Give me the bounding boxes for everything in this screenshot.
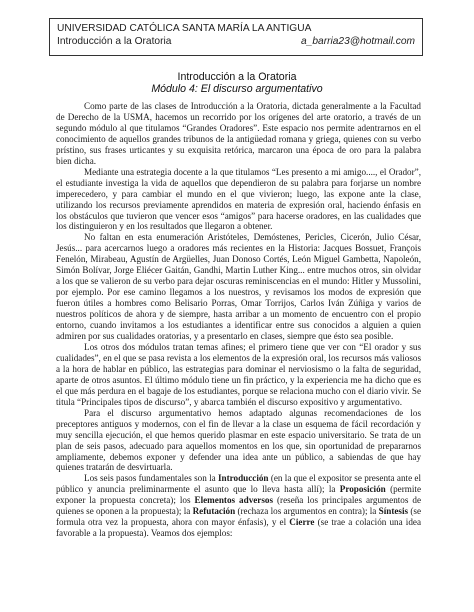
p6-text-a: Los seis pasos fundamentales son la — [84, 473, 218, 484]
paragraph-2: Mediante una estrategia docente a la que titulamos “Les presento a mi amigo...., el Orador”, el estudiante investiga la vida de aquellos que dependieron de su palabra para forjarse un nombre imperecedero, y para cambiar el mundo en el que vivieron; luego, las expone ante la clase, utilizando los recursos previamente aprendidos en materia de expresión oral, haciendo énfasis en los obstáculos que tuvieron que vencer esos “amigos” para hacerse oradores, en las cualidades que los distinguieron y en los resultados que llegaron a obtener. — [56, 166, 421, 232]
header-row-1 — [57, 23, 415, 36]
p6-text-e: (permite exponer la propuesta concreta); los — [56, 484, 421, 506]
paragraph-1: Como parte de las clases de Introducción a la Oratoria, dictada generalmente a la Facultad de Derecho de la USMA, hacemos un recorrido por los orígenes del arte oratorio, a través de un segundo módulo al que titulamos “Grandes Oradores”. Este espacio nos permite adentrarnos en el conocimiento de aquellos grandes tribunos de la antigüedad romana y griega, quienes con su verbo prístino, sus frases urticantes y su exquisita retórica, marcaron una época de oro para la palabra bien dicha. — [56, 101, 421, 166]
page-header — [49, 18, 423, 56]
term-elementos-adversos: Elementos adversos — [194, 495, 274, 506]
author-email: a_barria23@hotmail.com — [301, 35, 415, 47]
p6-text-m: (se trae a colación una idea favorable a la propuesta). Veamos dos ejemplos: — [56, 517, 421, 539]
term-refutacion: Refutación — [192, 506, 236, 517]
document-title: Introducción a la Oratoria — [177, 71, 297, 83]
paragraph-6 — [56, 473, 421, 539]
document-subtitle: Módulo 4: El discurso argumentativo — [151, 83, 323, 95]
paragraph-3: No faltan en esta enumeración Aristóteles, Demóstenes, Pericles, Cicerón, Julio César, Jesús... para acercarnos luego a oradores más recientes en la Historia: Jacques Bossuet, François Fenelón, Mirabeau, Agustín de Argüelles, Juan Donoso Cortés, León Miguel Gambetta, Napoleón, Simón Bolívar, Jorge Eliécer Gaitán, Gandhi, Martin Luther King... entre muchos otros, sin olvidar a los que se valieron de su verbo para dejar oscuras reminiscencias en el mundo: Hitler y Mussolini, por ejemplo. Por ese camino llegamos a los nuestros, y revisamos los modos de expresión que fueron útiles a hombres como Belisario Porras, Omar Torrijos, Carlos Iván Zúñiga y varios de nuestros políticos de ahora y de siempre, hasta arribar a un momento de encuentro con el propio entorno, cuando invitamos a los estudiantes a identificar entre sus conocidos a alguien a quien admiren por sus cualidades oratorias, y a presentarlo en clases, siempre que ésto sea posible. — [56, 232, 421, 342]
term-introduccion: Introducción — [217, 473, 269, 484]
header-row-2 — [57, 36, 415, 49]
term-cierre: Cierre — [289, 517, 315, 528]
university-name: UNIVERSIDAD CATÓLICA SANTA MARÍA LA ANTIGUA — [57, 23, 312, 34]
term-proposicion: Proposición — [339, 484, 386, 495]
document-body — [56, 101, 421, 539]
course-name: Introducción a la Oratoria — [57, 35, 172, 47]
p6-text-k: (se formula otra vez la propuesta, ahora con mayor énfasis), y el — [56, 506, 421, 528]
paragraph-4: Los otros dos módulos tratan temas afines; el primero tiene que ver con “El orador y sus cualidades”, en el que se pasa revista a los elementos de la expresión oral, los recursos más valiosos a la hora de hablar en público, las estrategias para dominar el nerviosismo o la falta de seguridad, aparte de otros asuntos. El último módulo tiene un fin práctico, y la experiencia me ha dicho que es el que más perdura en el bagaje de los estudiantes, porque se relaciona mucho con el diario vivir. Se titula “Principales tipos de discurso”, y abarca también el discurso expositivo y argumentativo. — [56, 341, 421, 407]
term-sintesis: Síntesis — [378, 506, 409, 517]
p6-text-g: (reseña los principales argumentos de quienes se oponen a la propuesta); la — [56, 495, 422, 517]
paragraph-5: Para el discurso argumentativo hemos adaptado algunas recomendaciones de los preceptores antiguos y modernos, con el fin de llevar a la clase un esquema de fácil recordación y muy sencilla ejecución, el que hemos querido plasmar en este espacio universitario. Se trata de un plan de seis pasos, adecuado para aquellos momentos en los que, sin oportunidad de prepararnos ampliamente, debemos exponer y defender una idea ante un público, a sabiendas de que hay quienes tratarán de desvirtuarla. — [56, 407, 421, 473]
p6-text-c: (en la que el expositor se presenta ante el público y anuncia preliminarmente el asunto que lo lleva hasta allí); la — [56, 473, 422, 495]
p6-text-i: (rechaza los argumentos en contra); la — [235, 506, 379, 517]
